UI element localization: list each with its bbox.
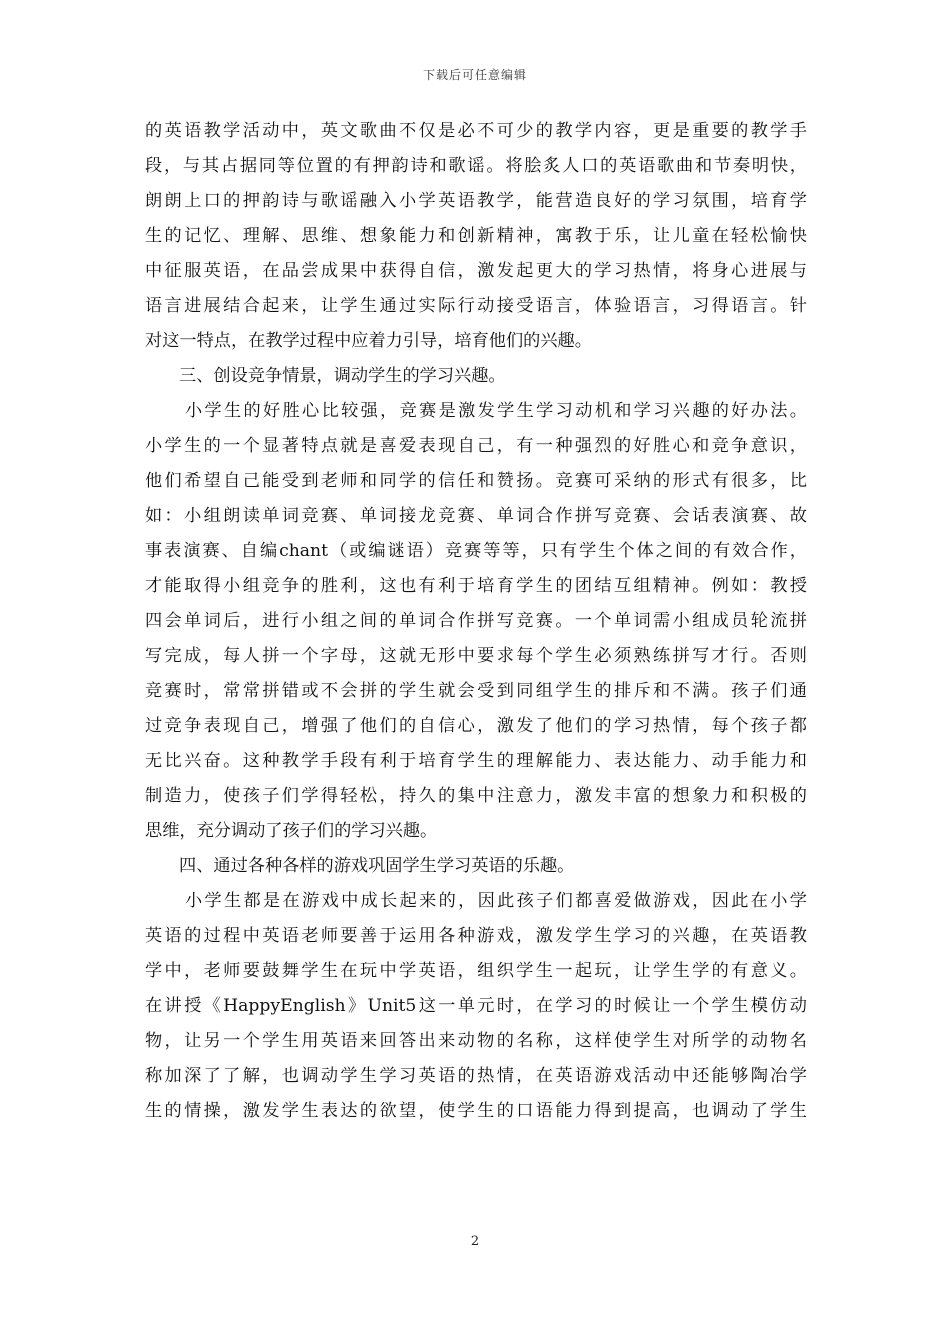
text-line: 才能取得小组竞争的胜利，这也有利于培育学生的团结互组精神。例如：教授 — [145, 576, 807, 596]
text-line: 如：小组朗读单词竞赛、单词接龙竞赛、单词合作拼写竞赛、会话表演赛、故 — [145, 506, 807, 526]
text-line: 制造力，使孩子们学得轻松，持久的集中注意力，激发丰富的想象力和积极的 — [145, 786, 807, 806]
text-line: 思维，充分调动了孩子们的学习兴趣。 — [145, 821, 438, 841]
text-line: 语言进展结合起来，让学生通过实际行动接受语言，体验语言，习得语言。针 — [145, 296, 807, 316]
page-header: 下载后可任意编辑 — [422, 68, 527, 82]
text-line: 段，与其占据同等位置的有押韵诗和歌谣。将脍炙人口的英语歌曲和节奏明快， — [145, 156, 807, 176]
text-line: 小学生的好胜心比较强，竞赛是激发学生学习动机和学习兴趣的好办法。 — [185, 401, 807, 421]
section-heading: 四、通过各种各样的游戏巩固学生学习英语的乐趣。 — [179, 856, 575, 876]
text-line: 称加深了了解，也调动学生学习英语的热情，在英语游戏活动中还能够陶冶学 — [145, 1066, 807, 1086]
text-line: 朗朗上口的押韵诗与歌谣融入小学英语教学，能营造良好的学习氛围，培育学 — [145, 191, 807, 211]
text-line: 对这一特点，在教学过程中应着力引导，培育他们的兴趣。 — [145, 331, 592, 351]
text-line: 事表演赛、自编chant（或编谜语）竞赛等等，只有学生个体之间的有效合作， — [145, 541, 807, 561]
text-line: 生的记忆、理解、思维、想象能力和创新精神，寓教于乐，让儿童在轻松愉快 — [145, 226, 807, 246]
text-line: 他们希望自己能受到老师和同学的信任和赞扬。竞赛可采纳的形式有很多，比 — [145, 471, 807, 491]
text-line: 小学生都是在游戏中成长起来的，因此孩子们都喜爱做游戏，因此在小学 — [185, 891, 807, 911]
text-line: 过竞争表现自己，增强了他们的自信心，激发了他们的学习热情，每个孩子都 — [145, 716, 807, 736]
text-line: 写完成，每人拼一个字母，这就无形中要求每个学生必须熟练拼写才行。否则 — [145, 646, 807, 666]
text-line: 学中，老师要鼓舞学生在玩中学英语，组织学生一起玩，让学生学的有意义。 — [145, 961, 807, 981]
text-line: 中征服英语，在品尝成果中获得自信，激发起更大的学习热情，将身心进展与 — [145, 261, 807, 281]
text-line: 四会单词后，进行小组之间的单词合作拼写竞赛。一个单词需小组成员轮流拼 — [145, 611, 807, 631]
text-line: 的英语教学活动中，英文歌曲不仅是必不可少的教学内容，更是重要的教学手 — [145, 121, 807, 141]
text-line: 英语的过程中英语老师要善于运用各种游戏，激发学生学习的兴趣，在英语教 — [145, 926, 807, 946]
text-line: 物，让另一个学生用英语来回答出来动物的名称，这样使学生对所学的动物名 — [145, 1031, 807, 1051]
text-line: 竞赛时，常常拼错或不会拼的学生就会受到同组学生的排斥和不满。孩子们通 — [145, 681, 807, 701]
section-heading: 三、创设竞争情景，调动学生的学习兴趣。 — [179, 366, 506, 386]
page-number: 2 — [470, 1234, 480, 1249]
text-line: 在讲授《HappyEnglish》Unit5这一单元时，在学习的时候让一个学生模仿动 — [145, 996, 807, 1016]
text-line: 生的情操，激发学生表达的欲望，使学生的口语能力得到提高，也调动了学生 — [145, 1101, 807, 1121]
document-body — [145, 114, 807, 1129]
text-line: 无比兴奋。这种教学手段有利于培育学生的理解能力、表达能力、动手能力和 — [145, 751, 807, 771]
text-line: 小学生的一个显著特点就是喜爱表现自己，有一种强烈的好胜心和竞争意识， — [145, 436, 807, 456]
